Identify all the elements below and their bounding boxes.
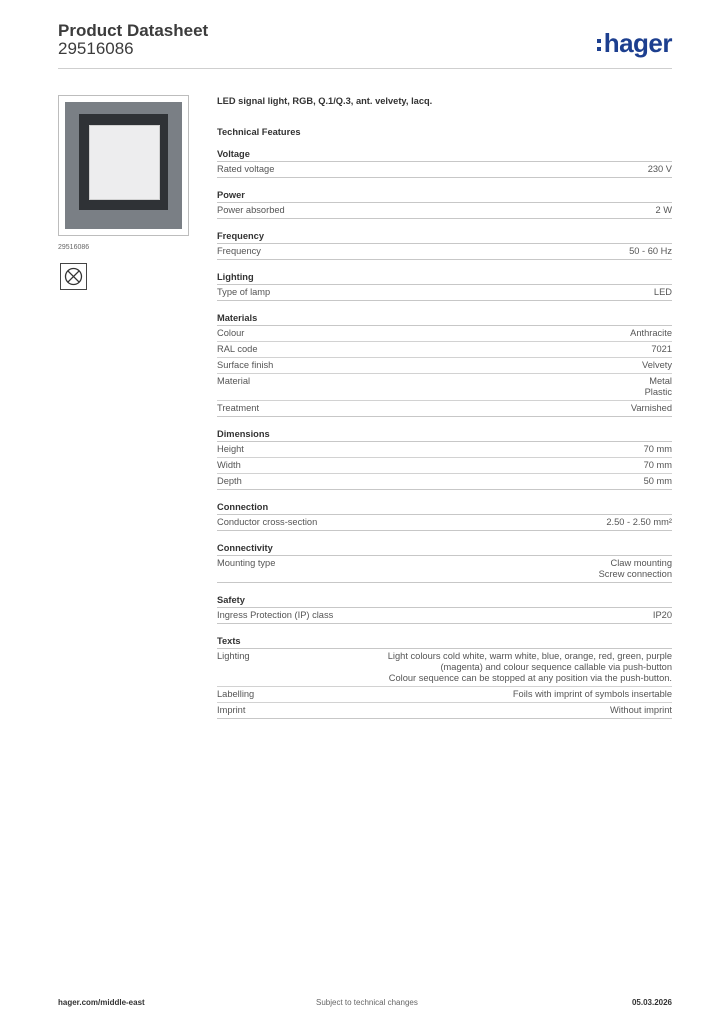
spec-section [217,231,672,260]
spec-section [217,313,672,417]
spec-section [217,272,672,301]
section-heading: Power [217,190,672,203]
spec-label: Ingress Protection (IP) class [217,610,334,620]
spec-value [644,444,672,455]
spec-sections [217,149,672,719]
spec-value [610,705,672,716]
hager-logo [597,30,672,56]
spec-value-line: 230 V [647,164,672,174]
section-heading: Lighting [217,272,672,285]
spec-value [606,517,672,528]
spec-row [217,401,672,417]
spec-row [217,649,672,687]
section-heading: Materials [217,313,672,326]
product-image [58,95,189,236]
spec-row [217,474,672,490]
logo-dots-icon [597,39,602,51]
spec-value-line: (magenta) and colour sequence callable via push-button [440,662,672,672]
spec-value-line: Light colours cold white, warm white, blue, orange, red, green, purple [387,651,672,661]
section-heading: Connection [217,502,672,515]
spec-value [644,476,672,487]
section-heading: Frequency [217,231,672,244]
spec-row [217,244,672,260]
spec-section [217,595,672,624]
spec-value-line: 2.50 - 2.50 mm² [606,517,672,527]
spec-value-line: Foils with imprint of symbols insertable [512,689,672,699]
spec-label: Labelling [217,689,255,699]
spec-row [217,162,672,178]
spec-value-line: LED [653,287,672,297]
spec-value-line: 70 mm [643,444,672,454]
spec-row [217,285,672,301]
spec-value [653,610,672,621]
spec-row [217,442,672,458]
product-description: LED signal light, RGB, Q.1/Q.3, ant. velvety, lacq. [217,96,433,106]
light-lens [89,125,160,200]
spec-label: Height [217,444,244,454]
section-heading: Texts [217,636,672,649]
spec-label: Lighting [217,651,250,661]
footer-website: hager.com/middle-east [58,998,145,1007]
spec-value-line: Metal [649,376,672,386]
spec-value-line: Velvety [642,360,672,370]
spec-value-line: Varnished [630,403,672,413]
spec-value [642,360,672,371]
spec-value [644,460,672,471]
spec-value [388,651,672,684]
spec-value-line: 50 - 60 Hz [629,246,672,256]
spec-label: Width [217,460,241,470]
spec-label: Colour [217,328,245,338]
spec-value-line: Claw mounting [610,558,672,568]
page-title: Product Datasheet [58,21,209,40]
spec-value-line: Screw connection [598,569,672,579]
spec-label: Conductor cross-section [217,517,318,527]
footer-date: 05.03.2026 [631,998,672,1007]
spec-row [217,515,672,531]
spec-section [217,429,672,490]
section-heading: Safety [217,595,672,608]
spec-label: Imprint [217,705,246,715]
spec-label: Type of lamp [217,287,271,297]
spec-label: Frequency [217,246,261,256]
product-number: 29516086 [58,39,134,58]
technical-content [217,96,672,719]
spec-value-line: Colour sequence can be stopped at any position via the push-button. [388,673,672,683]
image-caption: 29516086 [58,244,90,251]
spec-label: Material [217,376,251,386]
spec-row [217,458,672,474]
spec-value [630,328,672,339]
footer-notice: Subject to technical changes [316,998,418,1007]
spec-value-line: Anthracite [630,328,672,338]
spec-label: Surface finish [217,360,274,370]
spec-row [217,556,672,583]
lamp-symbol-icon [60,263,87,290]
spec-value-line: 7021 [651,344,672,354]
spec-row [217,687,672,703]
spec-value-line: 50 mm [643,476,672,486]
spec-label: Depth [217,476,242,486]
spec-label: RAL code [217,344,258,354]
spec-section [217,149,672,178]
spec-row [217,203,672,219]
spec-row [217,342,672,358]
spec-value-line: 2 W [655,205,672,215]
spec-row [217,703,672,719]
spec-value [631,403,672,414]
spec-value [513,689,672,700]
spec-row [217,608,672,624]
spec-value-line: Without imprint [610,705,672,715]
spec-value-line: IP20 [652,610,672,620]
spec-label: Mounting type [217,558,276,568]
spec-value-line: 70 mm [643,460,672,470]
spec-value [655,205,672,216]
spec-row [217,358,672,374]
technical-features-heading: Technical Features [217,127,301,137]
spec-value [654,287,672,298]
spec-label: Rated voltage [217,164,275,174]
spec-row [217,374,672,401]
spec-value [599,558,672,580]
spec-row [217,326,672,342]
header-divider [58,68,672,69]
spec-section [217,190,672,219]
spec-value [629,246,672,257]
spec-label: Power absorbed [217,205,285,215]
spec-value [651,344,672,355]
logo-text: hager [603,28,672,58]
spec-section [217,543,672,583]
spec-value [648,164,672,175]
section-heading: Voltage [217,149,672,162]
spec-section [217,502,672,531]
section-heading: Dimensions [217,429,672,442]
section-heading: Connectivity [217,543,672,556]
spec-section [217,636,672,719]
spec-value [645,376,672,398]
spec-label: Treatment [217,403,260,413]
spec-value-line: Plastic [644,387,672,397]
